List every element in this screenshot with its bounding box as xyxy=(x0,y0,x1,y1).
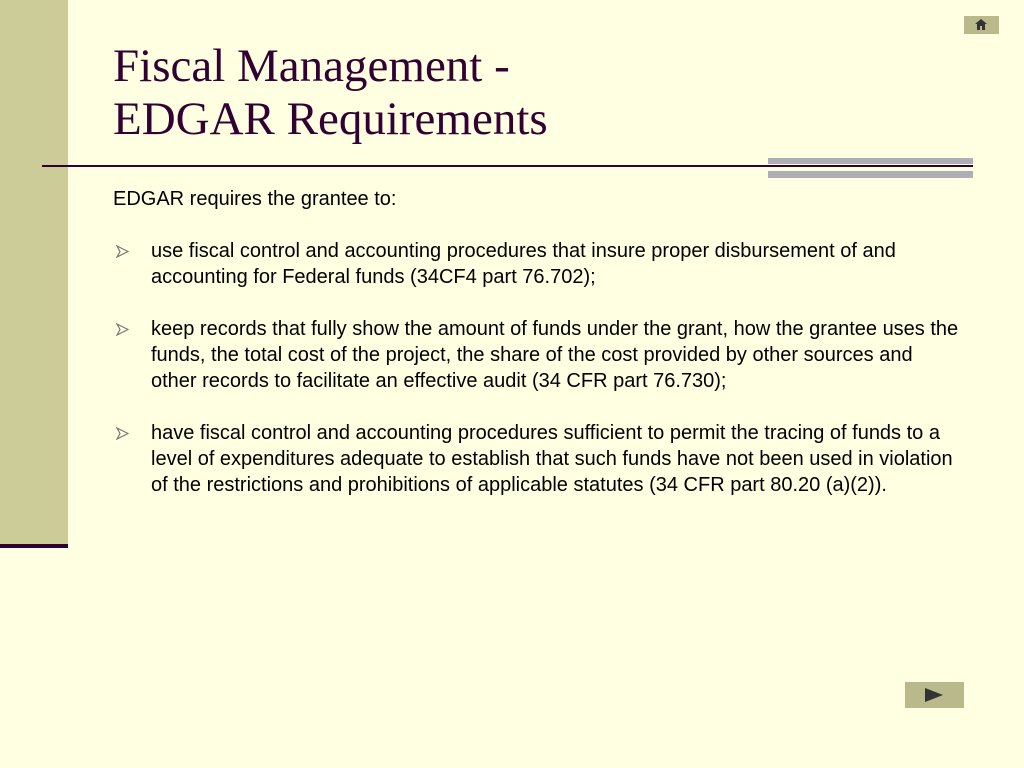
slide-title xyxy=(113,40,548,146)
bullet-item xyxy=(113,420,963,498)
next-slide-button[interactable] xyxy=(905,682,964,708)
decorative-bar-top xyxy=(768,158,973,164)
arrow-bullet-icon xyxy=(116,427,129,440)
slide-body xyxy=(113,186,963,524)
home-icon xyxy=(975,19,987,30)
bullet-text: use fiscal control and accounting procedures that insure proper disbursement of and accounting for Federal funds (34CF4 part 76.702); xyxy=(151,240,896,288)
arrow-bullet-icon xyxy=(116,245,129,258)
slide-title-line-1: Fiscal Management - xyxy=(113,40,510,92)
intro-text: EDGAR requires the grantee to: xyxy=(113,188,397,210)
bullet-text: have fiscal control and accounting procedures sufficient to permit the tracing of funds to a level of expenditures adequate to establish that such funds have not been used in violation of the restrictions and prohibitions of applicable statutes (34 CFR part 80.20 (a)(2)). xyxy=(151,422,953,496)
home-button[interactable] xyxy=(964,16,999,34)
arrow-bullet-icon xyxy=(116,323,129,336)
bullet-item xyxy=(113,316,963,394)
left-sidebar-bar xyxy=(0,0,68,548)
slide-title-line-2: EDGAR Requirements xyxy=(113,93,548,145)
bullet-text: keep records that fully show the amount of funds under the grant, how the grantee uses the funds, the total cost of the project, the share of the cost provided by other sources and other records to facilitate an effective audit (34 CFR part 76.730); xyxy=(151,318,959,392)
bullet-list xyxy=(113,238,963,498)
bullet-item xyxy=(113,238,963,290)
decorative-bar-bottom xyxy=(768,171,973,178)
play-arrow-icon xyxy=(925,688,943,702)
sidebar-bottom-rule xyxy=(0,544,68,548)
decorative-bars xyxy=(768,158,973,178)
